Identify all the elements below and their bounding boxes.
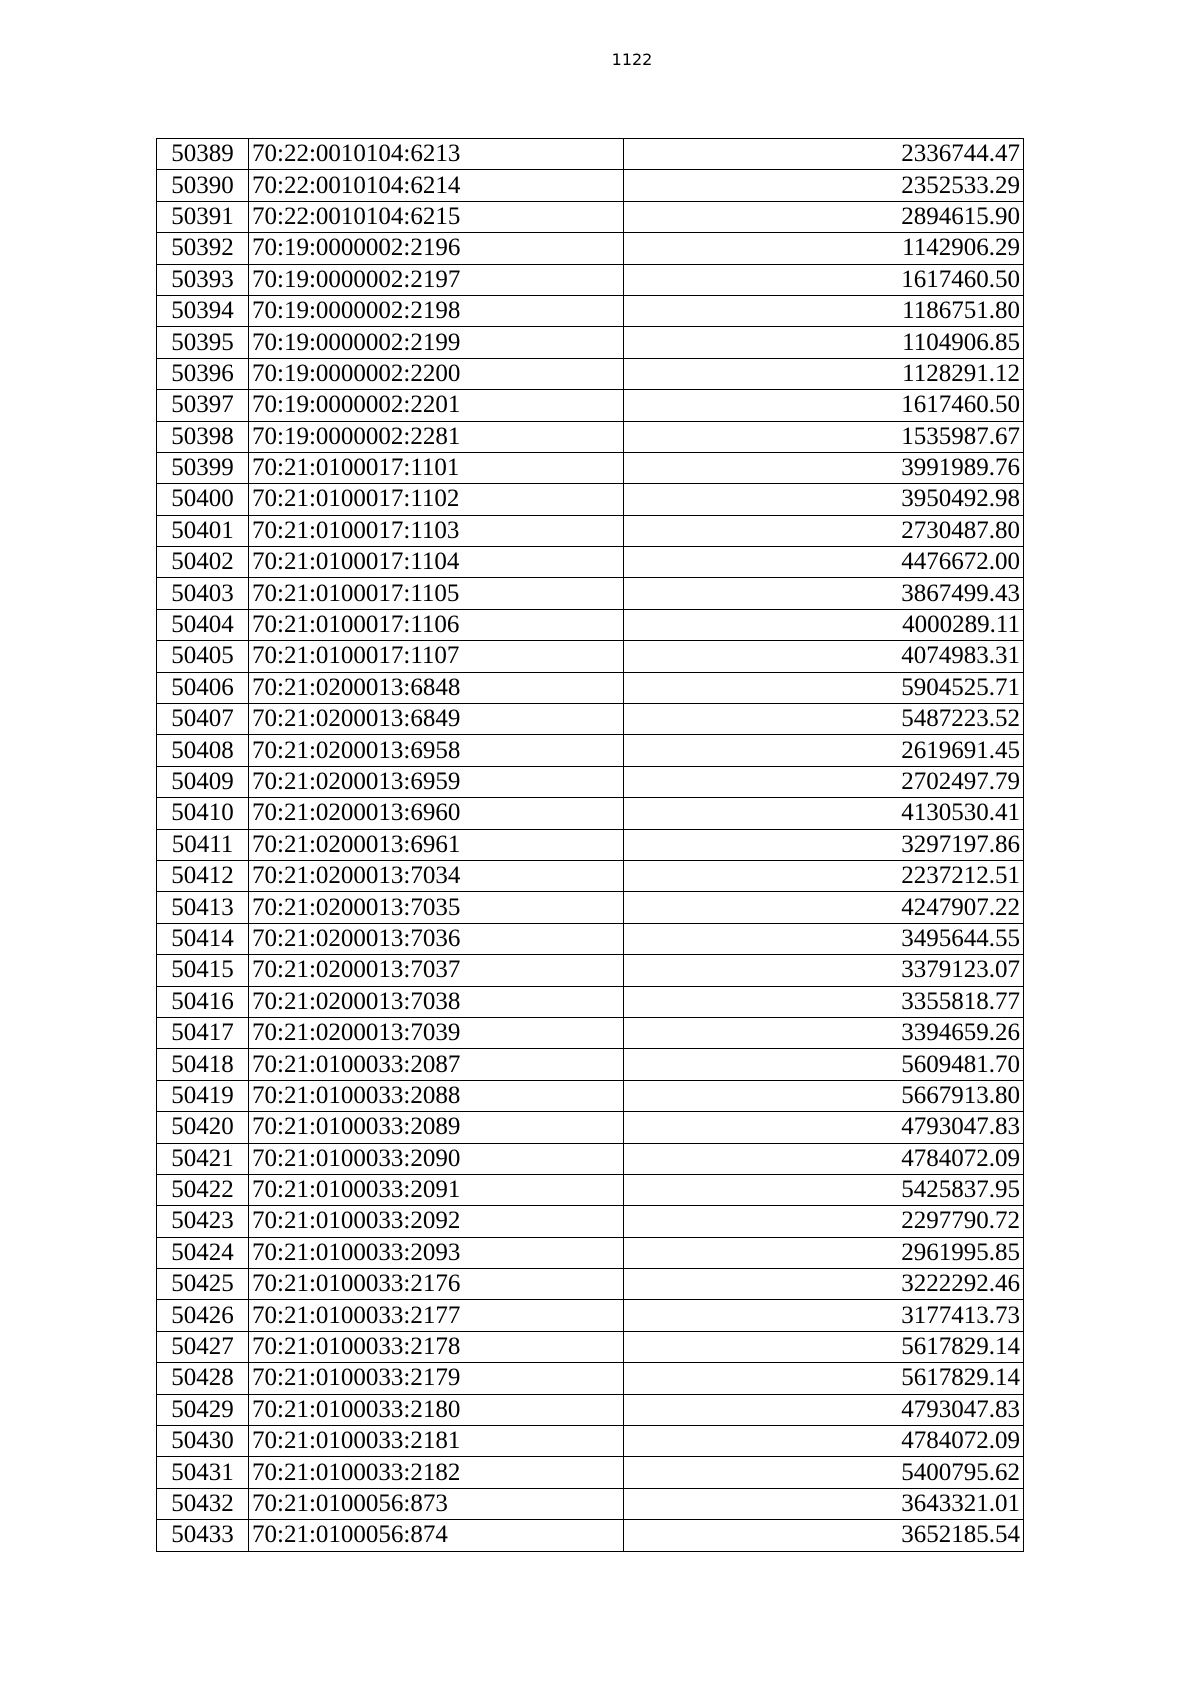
cadastral-number-cell: 70:19:0000002:2198 <box>249 295 624 326</box>
value-cell: 2336744.47 <box>624 139 1024 170</box>
row-number-cell: 50423 <box>157 1206 249 1237</box>
row-number-cell: 50422 <box>157 1174 249 1205</box>
cadastral-number-cell: 70:22:0010104:6215 <box>249 201 624 232</box>
value-cell: 4793047.83 <box>624 1112 1024 1143</box>
cadastral-number-cell: 70:21:0100033:2176 <box>249 1269 624 1300</box>
value-cell: 4476672.00 <box>624 547 1024 578</box>
table-row <box>157 1174 1024 1205</box>
row-number-cell: 50389 <box>157 139 249 170</box>
table-row <box>157 295 1024 326</box>
row-number-cell: 50399 <box>157 452 249 483</box>
value-cell: 2894615.90 <box>624 201 1024 232</box>
table-body <box>157 139 1024 1552</box>
table-row <box>157 358 1024 389</box>
row-number-cell: 50407 <box>157 704 249 735</box>
row-number-cell: 50412 <box>157 860 249 891</box>
cadastral-number-cell: 70:21:0100056:874 <box>249 1520 624 1551</box>
table-row <box>157 986 1024 1017</box>
value-cell: 3394659.26 <box>624 1017 1024 1048</box>
cadastral-number-cell: 70:21:0100017:1104 <box>249 547 624 578</box>
table-row <box>157 704 1024 735</box>
table-row <box>157 1080 1024 1111</box>
value-cell: 3379123.07 <box>624 955 1024 986</box>
row-number-cell: 50419 <box>157 1080 249 1111</box>
cadastral-number-cell: 70:21:0100033:2093 <box>249 1237 624 1268</box>
table-row <box>157 829 1024 860</box>
table-row <box>157 1049 1024 1080</box>
cadastral-number-cell: 70:21:0200013:7034 <box>249 860 624 891</box>
value-cell: 2619691.45 <box>624 735 1024 766</box>
cadastral-number-cell: 70:21:0200013:6960 <box>249 798 624 829</box>
table-row <box>157 452 1024 483</box>
row-number-cell: 50403 <box>157 578 249 609</box>
row-number-cell: 50432 <box>157 1488 249 1519</box>
value-cell: 3991989.76 <box>624 452 1024 483</box>
cadastral-number-cell: 70:21:0200013:6849 <box>249 704 624 735</box>
row-number-cell: 50424 <box>157 1237 249 1268</box>
cadastral-number-cell: 70:21:0100033:2178 <box>249 1331 624 1362</box>
cadastral-number-cell: 70:21:0200013:7039 <box>249 1017 624 1048</box>
row-number-cell: 50390 <box>157 170 249 201</box>
table-row <box>157 484 1024 515</box>
page-number: 1122 <box>611 50 653 69</box>
table-row <box>157 1331 1024 1362</box>
cadastral-number-cell: 70:21:0100017:1101 <box>249 452 624 483</box>
table-row <box>157 672 1024 703</box>
row-number-cell: 50393 <box>157 264 249 295</box>
row-number-cell: 50400 <box>157 484 249 515</box>
table-row <box>157 1394 1024 1425</box>
value-cell: 2961995.85 <box>624 1237 1024 1268</box>
cadastral-number-cell: 70:21:0200013:6961 <box>249 829 624 860</box>
value-cell: 1535987.67 <box>624 421 1024 452</box>
value-cell: 1142906.29 <box>624 233 1024 264</box>
row-number-cell: 50411 <box>157 829 249 860</box>
cadastral-number-cell: 70:21:0100033:2091 <box>249 1174 624 1205</box>
row-number-cell: 50427 <box>157 1331 249 1362</box>
value-cell: 3495644.55 <box>624 923 1024 954</box>
value-cell: 5617829.14 <box>624 1331 1024 1362</box>
cadastral-number-cell: 70:21:0100033:2179 <box>249 1363 624 1394</box>
table-row <box>157 1112 1024 1143</box>
cadastral-number-cell: 70:21:0100017:1103 <box>249 515 624 546</box>
value-cell: 4000289.11 <box>624 609 1024 640</box>
table-row <box>157 735 1024 766</box>
row-number-cell: 50414 <box>157 923 249 954</box>
table-row <box>157 860 1024 891</box>
table-row <box>157 515 1024 546</box>
row-number-cell: 50415 <box>157 955 249 986</box>
value-cell: 2352533.29 <box>624 170 1024 201</box>
row-number-cell: 50418 <box>157 1049 249 1080</box>
value-cell: 1617460.50 <box>624 264 1024 295</box>
table-row <box>157 170 1024 201</box>
cadastral-number-cell: 70:21:0100056:873 <box>249 1488 624 1519</box>
table-row <box>157 641 1024 672</box>
cadastral-number-cell: 70:19:0000002:2199 <box>249 327 624 358</box>
table-row <box>157 1488 1024 1519</box>
row-number-cell: 50429 <box>157 1394 249 1425</box>
cadastral-number-cell: 70:21:0100033:2088 <box>249 1080 624 1111</box>
value-cell: 4130530.41 <box>624 798 1024 829</box>
cadastral-value-table <box>156 138 1024 1552</box>
row-number-cell: 50409 <box>157 766 249 797</box>
value-cell: 5617829.14 <box>624 1363 1024 1394</box>
row-number-cell: 50433 <box>157 1520 249 1551</box>
table-row <box>157 609 1024 640</box>
value-cell: 5425837.95 <box>624 1174 1024 1205</box>
value-cell: 3222292.46 <box>624 1269 1024 1300</box>
table-row <box>157 1300 1024 1331</box>
cadastral-number-cell: 70:21:0100033:2089 <box>249 1112 624 1143</box>
value-cell: 1104906.85 <box>624 327 1024 358</box>
row-number-cell: 50425 <box>157 1269 249 1300</box>
cadastral-number-cell: 70:19:0000002:2201 <box>249 390 624 421</box>
value-cell: 3950492.98 <box>624 484 1024 515</box>
cadastral-number-cell: 70:21:0100033:2181 <box>249 1426 624 1457</box>
value-cell: 4074983.31 <box>624 641 1024 672</box>
table-row <box>157 1426 1024 1457</box>
table-row <box>157 1017 1024 1048</box>
row-number-cell: 50417 <box>157 1017 249 1048</box>
value-cell: 1186751.80 <box>624 295 1024 326</box>
row-number-cell: 50404 <box>157 609 249 640</box>
table-row <box>157 390 1024 421</box>
row-number-cell: 50410 <box>157 798 249 829</box>
cadastral-number-cell: 70:21:0200013:6958 <box>249 735 624 766</box>
value-cell: 5609481.70 <box>624 1049 1024 1080</box>
cadastral-number-cell: 70:19:0000002:2197 <box>249 264 624 295</box>
value-cell: 3177413.73 <box>624 1300 1024 1331</box>
table-row <box>157 1363 1024 1394</box>
value-cell: 5487223.52 <box>624 704 1024 735</box>
table-row <box>157 892 1024 923</box>
cadastral-number-cell: 70:21:0200013:7036 <box>249 923 624 954</box>
value-cell: 4784072.09 <box>624 1143 1024 1174</box>
cadastral-number-cell: 70:22:0010104:6213 <box>249 139 624 170</box>
cadastral-number-cell: 70:22:0010104:6214 <box>249 170 624 201</box>
row-number-cell: 50398 <box>157 421 249 452</box>
cadastral-number-cell: 70:21:0100017:1102 <box>249 484 624 515</box>
table-row <box>157 201 1024 232</box>
cadastral-number-cell: 70:19:0000002:2281 <box>249 421 624 452</box>
table-row <box>157 421 1024 452</box>
cadastral-number-cell: 70:21:0100017:1105 <box>249 578 624 609</box>
cadastral-number-cell: 70:21:0200013:7038 <box>249 986 624 1017</box>
table-row <box>157 955 1024 986</box>
value-cell: 3867499.43 <box>624 578 1024 609</box>
value-cell: 4247907.22 <box>624 892 1024 923</box>
cadastral-number-cell: 70:21:0100033:2092 <box>249 1206 624 1237</box>
row-number-cell: 50392 <box>157 233 249 264</box>
row-number-cell: 50394 <box>157 295 249 326</box>
row-number-cell: 50421 <box>157 1143 249 1174</box>
table-row <box>157 1143 1024 1174</box>
table-row <box>157 1269 1024 1300</box>
table-row <box>157 1520 1024 1551</box>
value-cell: 2237212.51 <box>624 860 1024 891</box>
table-row <box>157 1206 1024 1237</box>
value-cell: 2702497.79 <box>624 766 1024 797</box>
value-cell: 2730487.80 <box>624 515 1024 546</box>
value-cell: 2297790.72 <box>624 1206 1024 1237</box>
row-number-cell: 50402 <box>157 547 249 578</box>
cadastral-number-cell: 70:21:0100033:2180 <box>249 1394 624 1425</box>
row-number-cell: 50408 <box>157 735 249 766</box>
table-row <box>157 264 1024 295</box>
table-row <box>157 547 1024 578</box>
value-cell: 4784072.09 <box>624 1426 1024 1457</box>
cadastral-number-cell: 70:19:0000002:2196 <box>249 233 624 264</box>
row-number-cell: 50430 <box>157 1426 249 1457</box>
table-row <box>157 233 1024 264</box>
value-cell: 5904525.71 <box>624 672 1024 703</box>
value-cell: 3643321.01 <box>624 1488 1024 1519</box>
table-row <box>157 139 1024 170</box>
value-cell: 3355818.77 <box>624 986 1024 1017</box>
row-number-cell: 50405 <box>157 641 249 672</box>
row-number-cell: 50401 <box>157 515 249 546</box>
table-row <box>157 766 1024 797</box>
row-number-cell: 50431 <box>157 1457 249 1488</box>
cadastral-number-cell: 70:21:0100017:1106 <box>249 609 624 640</box>
table-row <box>157 327 1024 358</box>
value-cell: 4793047.83 <box>624 1394 1024 1425</box>
cadastral-number-cell: 70:21:0100033:2087 <box>249 1049 624 1080</box>
row-number-cell: 50416 <box>157 986 249 1017</box>
row-number-cell: 50396 <box>157 358 249 389</box>
cadastral-number-cell: 70:19:0000002:2200 <box>249 358 624 389</box>
table-row <box>157 578 1024 609</box>
row-number-cell: 50426 <box>157 1300 249 1331</box>
row-number-cell: 50406 <box>157 672 249 703</box>
cadastral-number-cell: 70:21:0100033:2177 <box>249 1300 624 1331</box>
cadastral-number-cell: 70:21:0200013:7037 <box>249 955 624 986</box>
row-number-cell: 50413 <box>157 892 249 923</box>
row-number-cell: 50391 <box>157 201 249 232</box>
cadastral-number-cell: 70:21:0200013:7035 <box>249 892 624 923</box>
row-number-cell: 50420 <box>157 1112 249 1143</box>
value-cell: 5667913.80 <box>624 1080 1024 1111</box>
cadastral-number-cell: 70:21:0200013:6959 <box>249 766 624 797</box>
row-number-cell: 50395 <box>157 327 249 358</box>
table-row <box>157 798 1024 829</box>
cadastral-number-cell: 70:21:0100033:2090 <box>249 1143 624 1174</box>
cadastral-number-cell: 70:21:0100033:2182 <box>249 1457 624 1488</box>
table-row <box>157 1237 1024 1268</box>
cadastral-number-cell: 70:21:0200013:6848 <box>249 672 624 703</box>
value-cell: 1128291.12 <box>624 358 1024 389</box>
row-number-cell: 50428 <box>157 1363 249 1394</box>
value-cell: 3297197.86 <box>624 829 1024 860</box>
value-cell: 3652185.54 <box>624 1520 1024 1551</box>
table-row <box>157 1457 1024 1488</box>
table-row <box>157 923 1024 954</box>
cadastral-number-cell: 70:21:0100017:1107 <box>249 641 624 672</box>
value-cell: 5400795.62 <box>624 1457 1024 1488</box>
row-number-cell: 50397 <box>157 390 249 421</box>
value-cell: 1617460.50 <box>624 390 1024 421</box>
